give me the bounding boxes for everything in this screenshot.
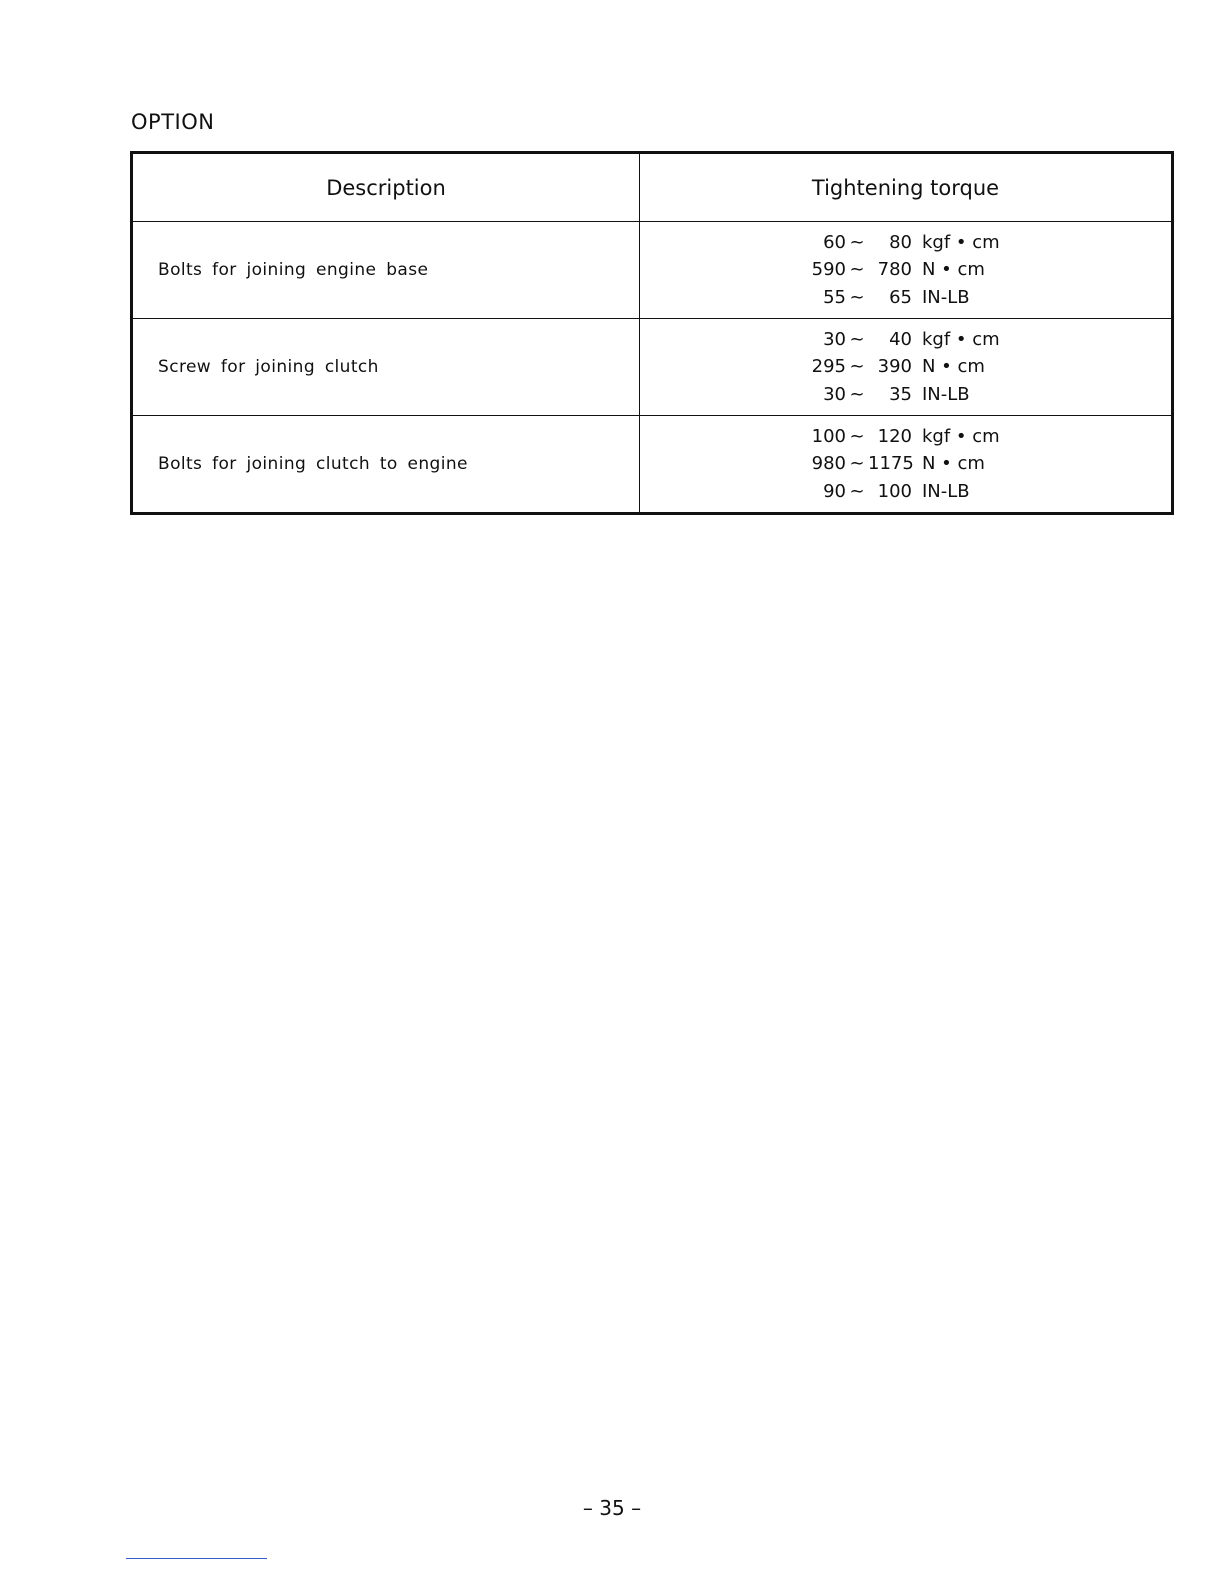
range-separator: ~ (849, 259, 865, 281)
torque-min: 100 (811, 425, 846, 447)
range-separator: ~ (849, 453, 865, 475)
torque-line-inlb (808, 284, 970, 312)
torque-line-ncm (808, 256, 985, 284)
table-row (132, 416, 1173, 514)
range-separator: ~ (849, 383, 865, 405)
torque-unit: N • cm (922, 453, 985, 475)
section-title: OPTION (131, 110, 215, 134)
row-description: Screw for joining clutch (132, 319, 640, 416)
range-separator: ~ (849, 425, 865, 447)
torque-max: 1175 (868, 453, 914, 475)
torque-line-ncm (808, 450, 985, 478)
torque-unit: kgf • cm (922, 328, 1000, 350)
torque-line-kgf (808, 326, 1000, 354)
row-torque (640, 222, 1173, 319)
torque-min: 90 (823, 480, 846, 502)
torque-line-ncm (808, 353, 985, 381)
row-torque (640, 416, 1173, 514)
header-description: Description (132, 153, 640, 222)
table-row (132, 319, 1173, 416)
torque-unit: IN-LB (922, 286, 970, 308)
torque-max: 120 (877, 425, 912, 447)
torque-max: 390 (877, 356, 912, 378)
table-row (132, 222, 1173, 319)
torque-line-inlb (808, 478, 970, 506)
torque-line-inlb (808, 381, 970, 409)
torque-max: 80 (889, 231, 912, 253)
torque-line-kgf (808, 423, 1000, 451)
torque-min: 980 (811, 453, 846, 475)
range-separator: ~ (849, 356, 865, 378)
range-separator: ~ (849, 286, 865, 308)
torque-unit: kgf • cm (922, 425, 1000, 447)
torque-unit: N • cm (922, 259, 985, 281)
page-number: – 35 – (582, 1496, 642, 1520)
torque-max: 780 (877, 259, 912, 281)
torque-max: 40 (889, 328, 912, 350)
torque-max: 35 (889, 383, 912, 405)
row-description: Bolts for joining engine base (132, 222, 640, 319)
row-description: Bolts for joining clutch to engine (132, 416, 640, 514)
torque-unit: kgf • cm (922, 231, 1000, 253)
table-header-row (132, 153, 1173, 222)
range-separator: ~ (849, 480, 865, 502)
range-separator: ~ (849, 231, 865, 253)
torque-line-kgf (808, 229, 1000, 257)
torque-min: 30 (823, 328, 846, 350)
torque-min: 295 (811, 356, 846, 378)
header-tightening-torque: Tightening torque (640, 153, 1173, 222)
torque-unit: IN-LB (922, 480, 970, 502)
torque-min: 590 (811, 259, 846, 281)
torque-max: 65 (889, 286, 912, 308)
torque-unit: IN-LB (922, 383, 970, 405)
torque-unit: N • cm (922, 356, 985, 378)
torque-table (130, 151, 1174, 515)
torque-min: 55 (823, 286, 846, 308)
torque-min: 60 (823, 231, 846, 253)
range-separator: ~ (849, 328, 865, 350)
torque-min: 30 (823, 383, 846, 405)
row-torque (640, 319, 1173, 416)
torque-max: 100 (877, 480, 912, 502)
footnote-divider (126, 1558, 267, 1559)
